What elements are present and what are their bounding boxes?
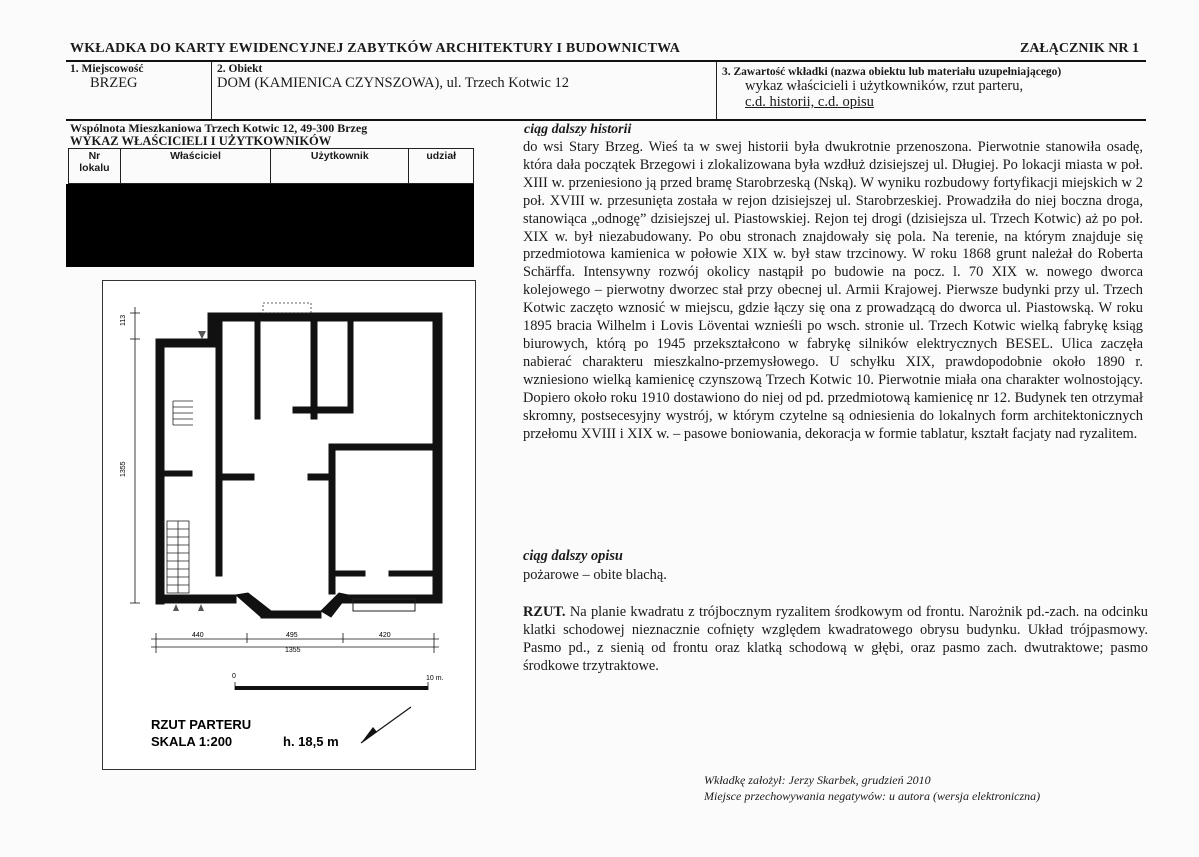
field-locality [66, 62, 211, 119]
stairs-upper [173, 401, 193, 425]
floor-plan-drawing [103, 281, 475, 769]
contents-line-2: c.d. historii, c.d. opisu [745, 94, 874, 110]
building-height: h. 18,5 m [283, 734, 339, 749]
wall-int-10 [335, 571, 365, 576]
dim-495: 495 [286, 632, 298, 639]
stairs-lower [167, 521, 189, 593]
wall-north [216, 313, 442, 321]
wall-int-4 [348, 321, 353, 411]
wall-south-west [156, 595, 236, 603]
entry-marker-right-icon [198, 604, 204, 611]
owners-table-header [69, 149, 474, 184]
footer-storage: Miejsce przechowywania negatywów: u autora (wersja elektroniczna) [704, 789, 1041, 803]
rzut-text: Na planie kwadratu z trójbocznym ryzalitem środkowym od frontu. Narożnik pd.-zach. na odcinku klatki schodowej nieznacznie cofnięty względem kwadratowego obrysu budynku. Układ trójpasmowy. Pasmo pd., z sienią od frontu oraz klatką schodową w głębi, oraz pasmo zach. dwutraktowe; pasmo środkowe trzytraktowe. [523, 604, 1148, 674]
north-marker-icon [198, 331, 206, 339]
col-uzytkownik: Użytkownik [271, 149, 409, 184]
wall-notch [208, 313, 216, 347]
wall-int-6 [335, 444, 433, 450]
description-text: pożarowe – obite blachą. [523, 567, 667, 583]
footer-author: Wkładkę założył: Jerzy Skarbek, grudzień 2010 [704, 773, 931, 787]
history-text: do wsi Stary Brzeg. Wieś ta w swej historii była dwukrotnie przenoszona. Pierwotnie stanowiła osadę, która dała początek Brzegowi i zlokalizowana była wzdłuż dzisiejszej ul. Długiej. Po lokacji miasta w poł. XIII w. przeniesiono ją przed bramę Starobrzeską (Nską). W wyniku rozbudowy fortyfikacji miejskich w 2 poł. XVIII w. przesunięta została w rejon dzisiejszej ul. Starobrzeskiej. Prowadziła do niej boczna droga, stanowiąca „odnogę” dzisiejszej ul. Piastowskiej. Rejon tej drogi (dzisiejsza ul. Trzech Kotwic) aż po poł. XIX w. był niezabudowany. Po obu stronach znajdowały się pola. Na terenie, na którym znajduje się przedmiotowa kamienica w połowie XIX w. był staw trzcinowy. W roku 1868 grunt należał do Roberta Schärffa. Intensywny rozwój okolicy nastąpił po budowie na pocz. l. 70 XIX w. nowego dworca kolejowego – pierwotny dworzec stał przy obecnej ul. Armii Krajowej. Pierwsze budynki przy ul. Trzech Kotwic zaczęto wznosić w miejscu, gdzie łączy się ona z prowadzącą do dworca ul. Piastowską. W roku 1895 bracia Wilhelm i Lovis Löventai wznieśli po wsch. stronie ul. Trzech Kotwic wielką fabrykę ksiąg biurowych, którą po 1945 przekształcono w fabrykę silników elektrycznych BESEL. Ulica zaczęła nabierać charakteru mieszkalno-przemysłowego. U schyłku XIX, prawdopodobnie około 1890 r. wzniesiono wielką kamienicę czynszową Trzech Kotwic 10. Pierwotnie miała ona charakter wolnostojący. Dopiero około roku 1910 dostawiono do niej od pd. przedmiotową kamienicę nr 12. Budynek ten otrzymał skromny, postsecesyjny wystrój, w którym czytelne są odniesienia do lokalnych form architektonicznych przełomu XVIII i XIX w. – pasowe boniowania, dekoracja w formie tablatur, kształt facjaty nad ryzalitem. [523, 139, 1143, 442]
scale-bar [235, 686, 428, 690]
history-heading: ciąg dalszy historii [524, 122, 632, 137]
locality-label: 1. Miejscowość [70, 63, 144, 75]
wall-int-3 [311, 321, 317, 419]
entry-marker-left-icon [173, 604, 179, 611]
col-wlasciciel: Właściciel [120, 149, 270, 184]
wall-east [433, 313, 442, 603]
field-object [211, 62, 717, 119]
redacted-block [66, 184, 474, 267]
wall-int-11 [389, 571, 433, 576]
footer [704, 772, 1040, 804]
description-heading: ciąg dalszy opisu [523, 548, 623, 564]
locality-value: BRZEG [90, 75, 138, 91]
dim-113: 113 [120, 314, 127, 326]
dotted-outline [263, 303, 311, 313]
community-name: Wspólnota Mieszkaniowa Trzech Kotwic 12, 49-300 Brzeg [70, 121, 368, 135]
wall-int-7 [216, 474, 254, 480]
wall-west [156, 339, 164, 604]
plan-caption-scale: SKALA 1:200 [151, 734, 233, 749]
scale-start: 0 [232, 673, 236, 680]
dim-420: 420 [379, 632, 391, 639]
wall-int-5 [293, 407, 353, 413]
dim-1355-vertical: 1355 [120, 461, 127, 477]
bay-front [261, 611, 321, 618]
annex-number: ZAŁĄCZNIK NR 1 [1019, 41, 1139, 56]
object-value: DOM (KAMIENICA CZYNSZOWA), ul. Trzech Kotwic 12 [217, 75, 570, 91]
document-title: WKŁADKA DO KARTY EWIDENCYJNEJ ZABYTKÓW ARCHITEKTURY I BUDOWNICTWA [70, 41, 681, 56]
wall-west-top [156, 339, 216, 347]
rzut-label: RZUT. [523, 604, 566, 620]
dim-1355-horizontal: 1355 [285, 647, 301, 654]
object-label: 2. Obiekt [217, 63, 263, 75]
dim-440: 440 [192, 632, 204, 639]
wall-int-1 [216, 321, 222, 576]
wall-int-12 [164, 471, 192, 476]
bay-right [321, 593, 348, 617]
contents-label: 3. Zawartość wkładki (nazwa obiektu lub materiału uzupełniającego) [722, 66, 1062, 78]
floor-plan-frame [102, 280, 476, 770]
owners-table [68, 148, 474, 184]
wall-int-9 [329, 444, 335, 594]
owners-list-title: WYKAZ WŁAŚCICIELI I UŻYTKOWNIKÓW [70, 134, 332, 148]
col-udzial: udział [409, 149, 474, 184]
col-nr-lokalu: Nr lokalu [69, 149, 121, 184]
scale-end: 10 m. [426, 675, 444, 682]
north-arrow-icon [361, 707, 411, 743]
contents-line-1: wykaz właścicieli i użytkowników, rzut parteru, [745, 78, 1024, 94]
wall-int-2 [255, 321, 260, 419]
plan-caption-title: RZUT PARTERU [151, 717, 252, 732]
rzut-paragraph [523, 604, 1148, 676]
field-contents [716, 62, 1147, 119]
